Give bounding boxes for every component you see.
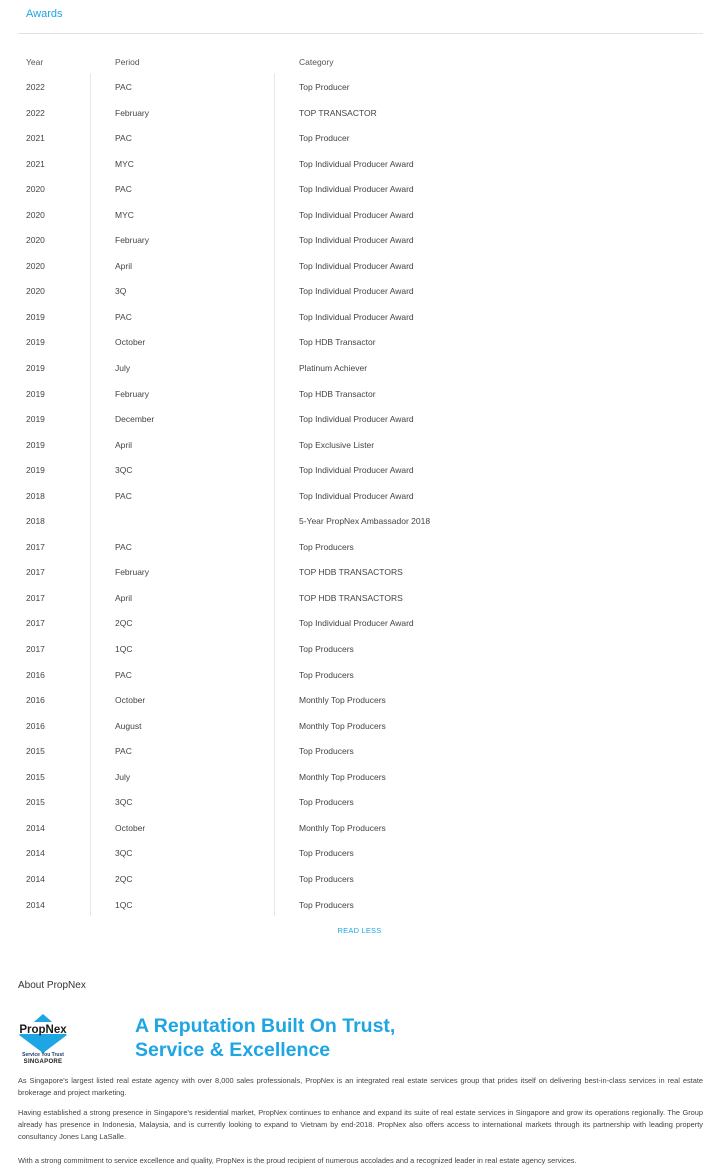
cell-year: 2016: [26, 695, 45, 706]
table-row: [18, 227, 703, 253]
header-period: Period: [115, 57, 140, 67]
table-row: [18, 687, 703, 713]
cell-period: July: [115, 771, 131, 782]
cell-year: 2017: [26, 644, 45, 655]
cell-year: 2019: [26, 414, 45, 425]
cell-year: 2021: [26, 133, 45, 144]
table-row: [18, 355, 703, 381]
table-row: [18, 559, 703, 585]
propnex-logo: [17, 1013, 69, 1067]
cell-category: Top Producers: [299, 746, 354, 757]
cell-period: MYC: [115, 209, 134, 220]
cell-category: Top HDB Transactor: [299, 337, 376, 348]
cell-period: October: [115, 337, 146, 348]
table-row: [18, 815, 703, 841]
cell-category: Top Producers: [299, 797, 354, 808]
cell-year: 2014: [26, 899, 45, 910]
table-row: [18, 713, 703, 739]
cell-year: 2015: [26, 797, 45, 808]
cell-year: 2019: [26, 311, 45, 322]
cell-category: Monthly Top Producers: [299, 695, 386, 706]
table-row: [18, 457, 703, 483]
awards-rows: [18, 74, 703, 917]
table-row: [18, 304, 703, 330]
table-row: [18, 585, 703, 611]
cell-category: 5-Year PropNex Ambassador 2018: [299, 516, 431, 527]
cell-year: 2017: [26, 592, 45, 603]
cell-period: PAC: [115, 669, 132, 680]
table-row: [18, 789, 703, 815]
cell-year: 2015: [26, 771, 45, 782]
cell-category: Top Individual Producer Award: [299, 260, 414, 271]
cell-year: 2019: [26, 465, 45, 476]
cell-category: Top Producers: [299, 644, 354, 655]
table-row: [18, 381, 703, 407]
headline-line-1: A Reputation Built On Trust,: [135, 1015, 396, 1037]
cell-period: August: [115, 720, 142, 731]
logo-text: PropNex: [19, 1024, 67, 1036]
cell-period: 1QC: [115, 644, 133, 655]
cell-period: PAC: [115, 311, 132, 322]
cell-period: PAC: [115, 184, 132, 195]
cell-period: PAC: [115, 541, 132, 552]
about-paragraph: As Singapore's largest listed real estate agency with over 8,000 sales professionals, PropNex is an integrated real estate services group that prides itself on delivering best-in-class services in real estate brokerage and project marketing.: [18, 1076, 703, 1097]
about-paragraph: Having established a strong presence in Singapore's residential market, PropNex continues to enhance and expand its suite of real estate services in Singapore and grow its operations regionally. The Group already has presence in Indonesia, Malaysia, and is currently looking to expand to Vietnam by end-2018. PropNex also offers access to international markets through its partnership with leading property consultancy Jones Lang LaSalle.: [18, 1108, 703, 1141]
header-year: Year: [26, 57, 44, 67]
cell-year: 2019: [26, 388, 45, 399]
table-row: [18, 329, 703, 355]
cell-category: TOP HDB TRANSACTORS: [299, 567, 403, 578]
cell-category: Monthly Top Producers: [299, 822, 386, 833]
table-row: [18, 253, 703, 279]
logo-tagline: Service You Trust: [22, 1052, 64, 1058]
cell-year: 2019: [26, 439, 45, 450]
cell-period: MYC: [115, 158, 134, 169]
cell-category: Top Individual Producer Award: [299, 414, 414, 425]
table-row: [18, 866, 703, 892]
cell-category: Top Producer: [299, 82, 350, 92]
table-row: [18, 508, 703, 534]
cell-period: July: [115, 363, 131, 374]
cell-category: Top Producers: [299, 899, 354, 910]
cell-category: Top Individual Producer Award: [299, 618, 414, 629]
cell-year: 2017: [26, 618, 45, 629]
cell-period: PAC: [115, 746, 132, 757]
table-row: [18, 406, 703, 432]
cell-period: February: [115, 567, 150, 578]
cell-category: TOP HDB TRANSACTORS: [299, 592, 403, 603]
cell-period: April: [115, 592, 133, 603]
about-headline: [135, 1014, 395, 1062]
cell-period: 3Q: [115, 286, 127, 297]
cell-category: Platinum Achiever: [299, 363, 368, 374]
cell-category: Top Producers: [299, 669, 354, 680]
cell-period: February: [115, 107, 150, 118]
about-title: About PropNex: [18, 980, 86, 991]
cell-period: October: [115, 695, 146, 706]
cell-category: Top Individual Producer Award: [299, 311, 414, 322]
headline-line-2: Service & Excellence: [135, 1039, 331, 1061]
cell-period: April: [115, 260, 133, 271]
cell-category: Top Individual Producer Award: [299, 235, 414, 246]
read-less-link[interactable]: READ LESS: [337, 926, 382, 935]
cell-period: December: [115, 414, 155, 425]
cell-year: 2022: [26, 107, 45, 118]
cell-year: 2017: [26, 567, 45, 578]
cell-period: 2QC: [115, 873, 133, 884]
cell-period: 1QC: [115, 899, 133, 910]
table-row: [18, 125, 703, 151]
cell-period: 2QC: [115, 618, 133, 629]
logo-region: SINGAPORE: [23, 1059, 63, 1065]
cell-year: 2014: [26, 822, 45, 833]
cell-category: Top Exclusive Lister: [299, 439, 375, 450]
cell-category: Top Individual Producer Award: [299, 184, 414, 195]
cell-category: Top Individual Producer Award: [299, 209, 414, 220]
cell-category: Top Producer: [299, 133, 350, 144]
table-row: [18, 892, 703, 918]
cell-period: 3QC: [115, 848, 133, 859]
cell-category: Top Producers: [299, 848, 354, 859]
cell-period: October: [115, 822, 146, 833]
cell-year: 2017: [26, 541, 45, 552]
table-row: [18, 100, 703, 126]
cell-category: Top Individual Producer Award: [299, 465, 414, 476]
header-category: Category: [299, 57, 334, 67]
tab-awards[interactable]: Awards: [26, 8, 63, 20]
cell-period: April: [115, 439, 133, 450]
cell-year: 2015: [26, 746, 45, 757]
cell-period: 3QC: [115, 465, 133, 476]
cell-year: 2020: [26, 184, 45, 195]
cell-year: 2018: [26, 516, 45, 527]
table-row: [18, 610, 703, 636]
about-paragraph: With a strong commitment to service excellence and quality, PropNex is the proud recipient of numerous accolades and a recognized leader in real estate agency services.: [18, 1156, 577, 1165]
table-row: [18, 738, 703, 764]
cell-category: Top Individual Producer Award: [299, 158, 414, 169]
table-row: [18, 534, 703, 560]
cell-category: Monthly Top Producers: [299, 720, 386, 731]
cell-category: Top Producers: [299, 873, 354, 884]
cell-year: 2016: [26, 669, 45, 680]
cell-year: 2016: [26, 720, 45, 731]
cell-year: 2021: [26, 158, 45, 169]
cell-category: Top HDB Transactor: [299, 388, 376, 399]
cell-year: 2019: [26, 337, 45, 348]
cell-year: 2020: [26, 286, 45, 297]
table-row: [18, 840, 703, 866]
cell-period: PAC: [115, 133, 132, 144]
table-row: [18, 151, 703, 177]
table-row: [18, 764, 703, 790]
table-row: [18, 432, 703, 458]
cell-period: 3QC: [115, 797, 133, 808]
cell-category: TOP TRANSACTOR: [299, 107, 377, 118]
cell-category: Top Individual Producer Award: [299, 490, 414, 501]
cell-category: Top Individual Producer Award: [299, 286, 414, 297]
cell-period: February: [115, 235, 150, 246]
cell-year: 2020: [26, 260, 45, 271]
cell-year: 2018: [26, 490, 45, 501]
cell-year: 2022: [26, 82, 45, 92]
cell-year: 2014: [26, 873, 45, 884]
cell-period: PAC: [115, 490, 132, 501]
tab-bar: [18, 0, 703, 34]
table-row: [18, 74, 703, 100]
cell-category: Top Producers: [299, 541, 354, 552]
table-row: [18, 176, 703, 202]
cell-category: Monthly Top Producers: [299, 771, 386, 782]
cell-year: 2014: [26, 848, 45, 859]
table-row: [18, 202, 703, 228]
cell-period: PAC: [115, 82, 132, 92]
table-row: [18, 636, 703, 662]
table-row: [18, 483, 703, 509]
table-row: [18, 278, 703, 304]
cell-year: 2020: [26, 209, 45, 220]
cell-year: 2020: [26, 235, 45, 246]
cell-year: 2019: [26, 363, 45, 374]
cell-period: February: [115, 388, 150, 399]
table-row: [18, 662, 703, 688]
